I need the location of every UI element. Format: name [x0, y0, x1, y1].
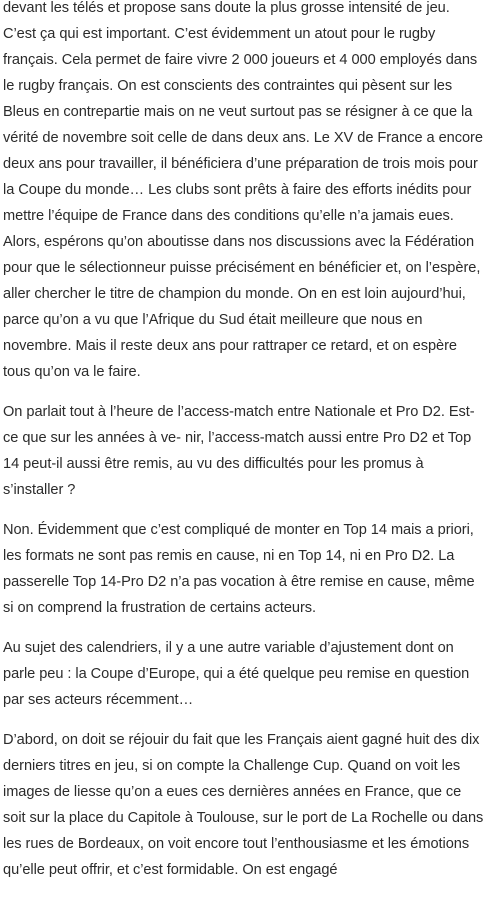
article-body — [3, 0, 485, 897]
paragraph-4-question: Au sujet des calendriers, il y a une autre variable d’ajustement dont on parle peu : la Coupe d’Europe, qui a été quelque peu remise en question par ses acteurs récemment… — [3, 640, 470, 708]
paragraph-1: devant les télés et propose sans doute la plus grosse intensité de jeu. C’est ça qui est important. C’est évidemment un atout pour le rugby français. Cela permet de faire vivre 2 000 joueurs et 4 000 employés dans le rugby français. On est conscients des contraintes qui pèsent sur les Bleus en contrepartie mais on ne veut surtout pas se résigner à ce que la vérité de novembre soit celle de dans deux ans. Le XV de France a encore deux ans pour travailler, il bénéficiera d’une préparation de trois mois pour la Coupe du monde… Les clubs sont prêts à faire des efforts inédits pour mettre l’équipe de France dans des conditions qu’elle n’a jamais eues. Alors, espérons qu’on aboutisse dans nos discussions avec la Fédération pour que le sélectionneur puisse précisément en bénéficier et, on l’espère, aller chercher le titre de champion du monde. On en est loin aujourd’hui, parce qu’on a vu que l’Afrique du Sud était meilleure que nous en novembre. Mais il reste deux ans pour rattraper ce retard, et on espère tous qu’on va le faire. — [3, 0, 483, 380]
paragraph-2-question: On parlait tout à l’heure de l’access-match entre Nationale et Pro D2. Est-ce que sur les années à ve- nir, l’access-match aussi entre Pro D2 et Top 14 peut-il aussi être remis, au vu des difficultés pour les promus à s’installer ? — [3, 404, 475, 498]
paragraph-5-answer: D’abord, on doit se réjouir du fait que les Français aient gagné huit des dix derniers titres en jeu, si on compte la Challenge Cup. Quand on voit les images de liesse qu’on a eues ces dernières années en France, que ce soit sur la place du Capitole à Toulouse, sur le port de La Rochelle ou dans les rues de Bordeaux, on voit encore tout l’enthousiasme et les émotions qu’elle peut offrir, et c’est formidable. On est engagé — [3, 732, 484, 878]
paragraph-3-answer: Non. Évidemment que c’est compliqué de monter en Top 14 mais a priori, les formats ne sont pas remis en cause, ni en Top 14, ni en Pro D2. La passerelle Top 14-Pro D2 n’a pas vocation à être remise en cause, même si on comprend la frustration de certains acteurs. — [3, 522, 475, 616]
